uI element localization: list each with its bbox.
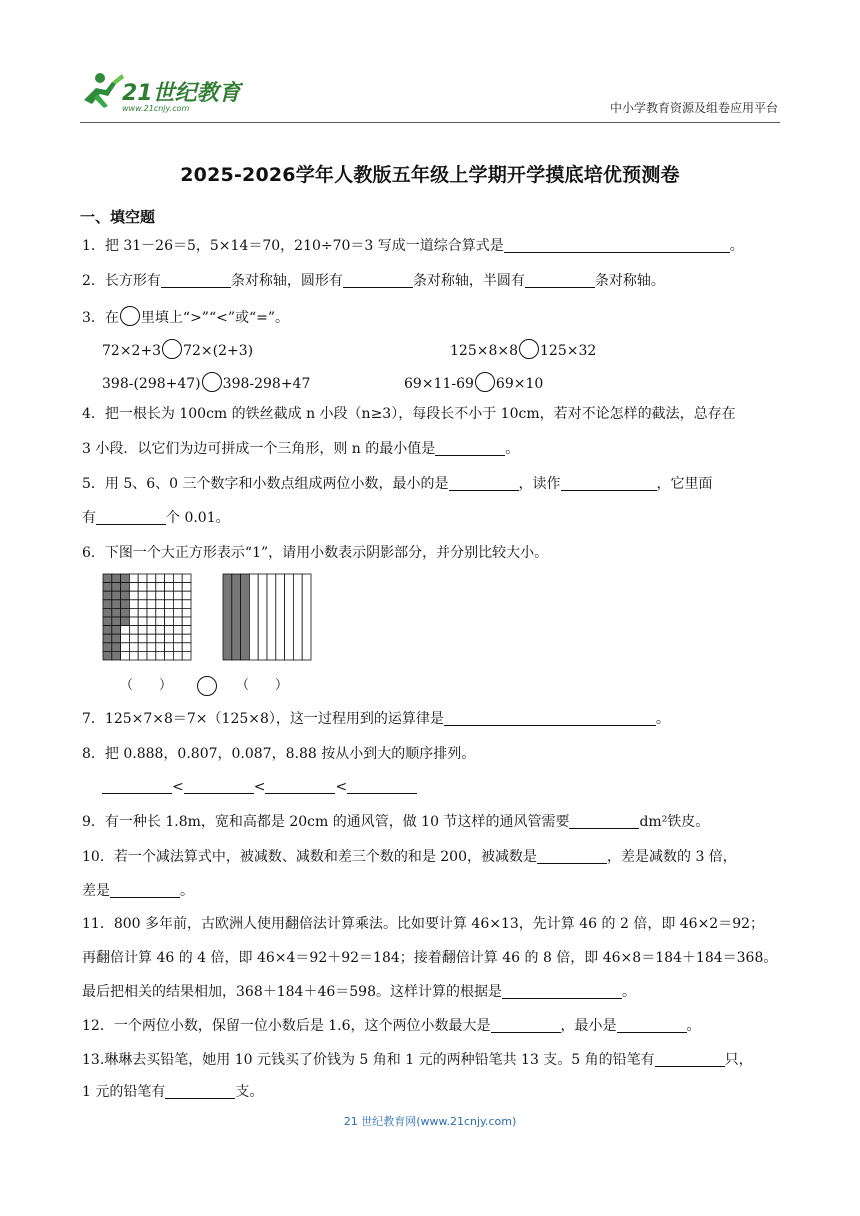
grid-strip	[293, 574, 302, 660]
order-blanks: < < <	[102, 777, 417, 797]
grid-cell	[182, 634, 191, 643]
grid-cell	[173, 634, 182, 643]
grid-cell	[103, 608, 112, 617]
answer-blank[interactable]	[504, 236, 730, 253]
logo-text: 21世纪教育	[122, 81, 241, 106]
grid-cell	[165, 591, 174, 600]
answer-blank[interactable]	[491, 1016, 561, 1033]
answer-blank[interactable]	[449, 474, 519, 491]
answer-blank[interactable]	[617, 1016, 687, 1033]
grid-cell	[165, 574, 174, 583]
question-10-line-2: 差是 。	[82, 883, 194, 899]
grid-cell	[156, 608, 165, 617]
page-footer: 21 世纪教育网(www.21cnjy.com)	[343, 1115, 517, 1128]
grid-strip	[276, 574, 285, 660]
compare-circle	[120, 306, 140, 326]
grid-cell	[129, 583, 138, 592]
grid-cell	[112, 583, 121, 592]
grid-cell	[156, 634, 165, 643]
grid-cell	[147, 634, 156, 643]
grid-cell	[112, 617, 121, 626]
answer-paren-left[interactable]: （ ）	[120, 678, 173, 693]
answer-blank[interactable]	[265, 777, 335, 794]
question-5-line-2: 有 个 0.01。	[82, 510, 230, 526]
grid-cell	[156, 600, 165, 609]
grid-cell	[112, 634, 121, 643]
answer-blank[interactable]	[525, 271, 595, 288]
grid-strip	[249, 574, 258, 660]
grid-cell	[112, 608, 121, 617]
answer-blank[interactable]	[165, 1082, 235, 1099]
grid-cell	[112, 651, 121, 660]
answer-blank[interactable]	[502, 982, 622, 999]
grid-cell	[147, 643, 156, 652]
grid-cell	[182, 617, 191, 626]
answer-blank[interactable]	[343, 271, 413, 288]
grid-cell	[173, 574, 182, 583]
grid-cell	[147, 651, 156, 660]
question-10-line-1: 10．若一个减法算式中，被减数、减数和差三个数的和是 200，被减数是 ，差是减数的 3 倍，	[82, 849, 737, 865]
grid-cell	[138, 617, 147, 626]
compare-row-1b: 125×8×8 125×32	[450, 339, 596, 361]
grid-cell	[182, 626, 191, 635]
answer-blank[interactable]	[110, 881, 180, 898]
grid-cell	[103, 626, 112, 635]
platform-name: 中小学教育资源及组卷应用平台	[609, 101, 778, 115]
question-8: 8．把 0.888，0.807，0.087，8.88 按从小到大的顺序排列。	[82, 746, 476, 762]
grid-strip	[302, 574, 311, 660]
grid-cell	[182, 651, 191, 660]
grid-cell	[165, 583, 174, 592]
grid-cell	[182, 643, 191, 652]
question-13-line-1: 13.琳琳去买铅笔，她用 10 元钱买了价钱为 5 角和 1 元的两种铅笔共 13 支。5 角的铅笔有 只，	[82, 1052, 753, 1068]
grid-cell	[173, 651, 182, 660]
grid-cell	[121, 643, 130, 652]
grid-cell	[156, 583, 165, 592]
compare-circle[interactable]	[475, 372, 495, 392]
grid-cell	[138, 583, 147, 592]
grid-strip	[223, 574, 232, 660]
answer-blank[interactable]	[102, 777, 172, 794]
answer-paren-right[interactable]: （ ）	[236, 678, 289, 693]
grid-strip	[241, 574, 250, 660]
grid-strip	[267, 574, 276, 660]
page-title: 2025-2026学年人教版五年级上学期开学摸底培优预测卷	[180, 164, 680, 186]
question-5-line-1: 5．用 5、6、0 三个数字和小数点组成两位小数，最小的是 ，读作 ，它里面	[82, 476, 713, 492]
grid-cell	[147, 608, 156, 617]
grid-strip	[285, 574, 294, 660]
grid-cell	[112, 591, 121, 600]
grid-cell	[173, 591, 182, 600]
grid-cell	[156, 626, 165, 635]
question-1: 1．把 31－26＝5，5×14＝70，210÷70＝3 写成一道综合算式是 。	[82, 238, 744, 254]
question-13-line-2: 1 元的铅笔有 支。	[82, 1084, 264, 1100]
grid-cell	[103, 583, 112, 592]
grid-cell	[129, 600, 138, 609]
grid-cell	[182, 608, 191, 617]
answer-blank[interactable]	[347, 777, 417, 794]
grid-cell	[103, 651, 112, 660]
logo-url: www.21cnjy.com	[122, 104, 190, 113]
grid-cell	[173, 617, 182, 626]
question-9: 9．有一种长 1.8m，宽和高都是 20cm 的通风管，做 10 节这样的通风管需要 dm²铁皮。	[82, 814, 710, 830]
answer-blank[interactable]	[444, 709, 656, 726]
grid-cell	[147, 574, 156, 583]
answer-blank[interactable]	[655, 1050, 725, 1067]
answer-blank[interactable]	[435, 439, 505, 456]
question-12: 12．一个两位小数，保留一位小数后是 1.6，这个两位小数最大是 ，最小是 。	[82, 1018, 701, 1034]
grid-cell	[173, 626, 182, 635]
grid-cell	[121, 600, 130, 609]
answer-blank[interactable]	[161, 271, 231, 288]
grid-cell	[121, 583, 130, 592]
grid-cell	[112, 600, 121, 609]
grid-cell	[138, 643, 147, 652]
grid-cell	[103, 643, 112, 652]
grid-cell	[165, 608, 174, 617]
question-6: 6．下图一个大正方形表示“1”，请用小数表示阴影部分，并分别比较大小。	[82, 545, 549, 561]
grid-cell	[147, 626, 156, 635]
grid-cell	[129, 574, 138, 583]
grid-cell	[129, 626, 138, 635]
answer-blank[interactable]	[569, 812, 639, 829]
grid-cell	[173, 600, 182, 609]
answer-blank[interactable]	[184, 777, 254, 794]
grid-cell	[182, 591, 191, 600]
grid-cell	[165, 651, 174, 660]
grid-cell	[165, 626, 174, 635]
grid-cell	[129, 608, 138, 617]
grid-cell	[129, 651, 138, 660]
grid-cell	[121, 591, 130, 600]
grid-cell	[103, 617, 112, 626]
grid-cell	[156, 617, 165, 626]
grid-cell	[138, 591, 147, 600]
grid-cell	[165, 634, 174, 643]
grid-cell	[121, 608, 130, 617]
answer-blank[interactable]	[537, 847, 607, 864]
grid-cell	[147, 617, 156, 626]
section-heading: 一、填空题	[80, 208, 156, 226]
question-2: 2．长方形有 条对称轴，圆形有 条对称轴，半圆有 条对称轴。	[82, 273, 665, 289]
grid-cell	[173, 583, 182, 592]
decimal-grid-left	[102, 573, 192, 665]
header-divider	[80, 122, 780, 123]
compare-circle[interactable]	[162, 339, 182, 359]
answer-blank[interactable]	[96, 508, 166, 525]
question-4-line-2: 3 小段．以它们为边可拼成一个三角形，则 n 的最小值是 。	[82, 441, 520, 457]
grid-cell	[121, 617, 130, 626]
grid-cell	[147, 591, 156, 600]
grid-cell	[182, 574, 191, 583]
compare-circle[interactable]	[197, 676, 217, 696]
grid-cell	[173, 643, 182, 652]
compare-row-2a: 398-(298+47) 398-298+47	[102, 372, 310, 394]
grid-cell	[121, 574, 130, 583]
grid-cell	[129, 617, 138, 626]
grid-cell	[138, 634, 147, 643]
grid-cell	[112, 574, 121, 583]
grid-cell	[121, 651, 130, 660]
grid-cell	[165, 617, 174, 626]
grid-cell	[103, 591, 112, 600]
grid-cell	[103, 600, 112, 609]
grid-strip	[232, 574, 241, 660]
compare-row-2b: 69×11-69 69×10	[404, 372, 543, 394]
grid-cell	[103, 634, 112, 643]
grid-cell	[165, 600, 174, 609]
compare-row-1a: 72×2+3 72×(2+3)	[102, 339, 253, 361]
question-11-line-2: 再翻倍计算 46 的 4 倍，即 46×4＝92＋92＝184；接着翻倍计算 46 的 8 倍，即 46×8＝184＋184＝368。	[82, 950, 778, 966]
decimal-grid-right	[222, 573, 312, 665]
grid-cell	[138, 651, 147, 660]
grid-cell	[147, 600, 156, 609]
grid-cell	[156, 591, 165, 600]
grid-cell	[173, 608, 182, 617]
runner-logo-icon	[84, 73, 124, 108]
grid-cell	[129, 591, 138, 600]
grid-strip	[258, 574, 267, 660]
grid-cell	[138, 574, 147, 583]
compare-circle[interactable]	[202, 372, 222, 392]
grid-cell	[138, 600, 147, 609]
grid-cell	[103, 574, 112, 583]
grid-cell	[121, 634, 130, 643]
grid-cell	[138, 608, 147, 617]
compare-circle[interactable]	[519, 339, 539, 359]
site-logo	[78, 70, 243, 114]
grid-cell	[147, 583, 156, 592]
question-11-line-3: 最后把相关的结果相加，368＋184＋46＝598。这样计算的根据是 。	[82, 984, 636, 1000]
grid-cell	[182, 600, 191, 609]
grid-cell	[112, 643, 121, 652]
grid-cell	[182, 583, 191, 592]
grid-cell	[165, 643, 174, 652]
question-4-line-1: 4．把一根长为 100cm 的铁丝截成 n 小段（n≥3），每段长不小于 10cm，若对不论怎样的截法，总存在	[82, 406, 736, 422]
question-7: 7．125×7×8＝7×（125×8），这一过程用到的运算律是 。	[82, 711, 670, 727]
grid-cell	[156, 574, 165, 583]
question-3: 3．在 里填上“>”“<”或“=”。	[82, 306, 289, 328]
grid-cell	[156, 643, 165, 652]
grid-cell	[129, 643, 138, 652]
answer-blank[interactable]	[561, 474, 657, 491]
grid-cell	[138, 626, 147, 635]
grid-cell	[156, 651, 165, 660]
grid-cell	[112, 626, 121, 635]
question-11-line-1: 11．800 多年前，古欧洲人使用翻倍法计算乘法。比如要计算 46×13，先计算 46 的 2 倍，即 46×2＝92；	[82, 916, 765, 932]
grid-cell	[129, 634, 138, 643]
grid-cell	[121, 626, 130, 635]
